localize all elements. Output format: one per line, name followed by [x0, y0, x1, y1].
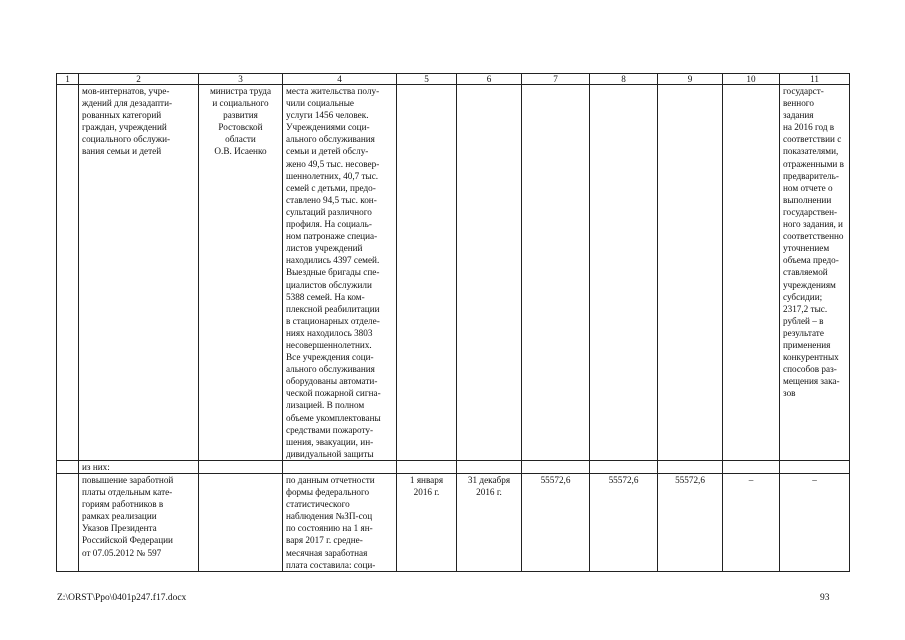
amount-cell: 55572,6 [522, 474, 590, 572]
column-number: 3 [199, 74, 283, 85]
table-cell [658, 85, 723, 461]
column-number-row [57, 74, 850, 85]
table-cell [457, 460, 522, 473]
table-cell [658, 460, 723, 473]
document-table [56, 73, 850, 572]
table-cell [780, 460, 850, 473]
end-date-cell: 31 декабря 2016 г. [457, 474, 522, 572]
responsible-cell: министра труда и социального развития Ростовской области О.В. Исаенко [199, 85, 283, 461]
table-cell [397, 460, 457, 473]
table-cell [457, 85, 522, 461]
table-cell [723, 460, 780, 473]
table-cell [199, 474, 283, 572]
column-number: 5 [397, 74, 457, 85]
measure-name-cell: повышение заработной платы отдельным кате- гориям работников в рамках реализации Указов Президента Российской Федерации от 07.05.2012 № 597 [79, 474, 199, 572]
amount-cell: 55572,6 [658, 474, 723, 572]
file-path-footer: Z:\ORST\Ppo\0401p247.f17.docx [57, 593, 187, 603]
table-row [57, 460, 850, 473]
column-number: 2 [79, 74, 199, 85]
table-cell [397, 85, 457, 461]
deviation-reason-cell: государст- венного задания на 2016 год в соответствии с показателями, отраженными в предваритель- ном отчете о выполнении государствен- ного задания, и соответственно уточнением объема предо- ставляемой учреждениям субсидии; 2317,2 тыс. рублей – в результате применения конкурентных способов раз- мещения зака- зов [780, 85, 850, 461]
column-number: 7 [522, 74, 590, 85]
page-number: 93 [820, 593, 830, 603]
table-cell [522, 460, 590, 473]
column-number: 11 [780, 74, 850, 85]
result-description-cell: по данным отчетности формы федерального статистического наблюдения №ЗП-соц по состоянию на 1 ян- варя 2017 г. средне- месячная заработная плата составила: соци- [283, 474, 397, 572]
amount-cell: – [723, 474, 780, 572]
result-description-cell: места жительства полу- чили социальные услуги 1456 человек. Учреждениями соци- ального обслуживания семьи и детей обслу- жено 49,5 тыс. несовер- шеннолетних, 40,7 тыс. семей с детьми, предо- ставлено 94,5 тыс. кон- сультаций различного профиля. На социаль- ном патронаже специа- листов учреждений находились 4397 семей. Выездные бригады спе- циалистов обслужили 5388 семей. На ком- плексной реабилитации в стационарных отделе- ниях находилось 3803 несовершеннолетних. Все учреждения соци- ального обслуживания оборудованы автомати- ческой пожарной сигна- лизацией. В полном объеме укомплектованы средствами пожароту- шения, эвакуации, ин- дивидуальной защиты [283, 85, 397, 461]
table-cell [590, 85, 658, 461]
column-number: 9 [658, 74, 723, 85]
table-cell [57, 474, 79, 572]
measure-name-cell: мов-интернатов, учре- ждений для дезадапти- рованных категорий граждан, учреждений социального обслужи- вания семьи и детей [79, 85, 199, 461]
start-date-cell: 1 января 2016 г. [397, 474, 457, 572]
table-cell [283, 460, 397, 473]
column-number: 1 [57, 74, 79, 85]
column-number: 6 [457, 74, 522, 85]
column-number: 4 [283, 74, 397, 85]
table-cell [590, 460, 658, 473]
table-cell [57, 460, 79, 473]
table-cell [57, 85, 79, 461]
column-number: 10 [723, 74, 780, 85]
table-cell [199, 460, 283, 473]
subheading-cell: из них: [79, 460, 199, 473]
table-cell [522, 85, 590, 461]
table-cell [723, 85, 780, 461]
table-row [57, 85, 850, 461]
deviation-reason-cell: – [780, 474, 850, 572]
table-row [57, 474, 850, 572]
column-number: 8 [590, 74, 658, 85]
amount-cell: 55572,6 [590, 474, 658, 572]
